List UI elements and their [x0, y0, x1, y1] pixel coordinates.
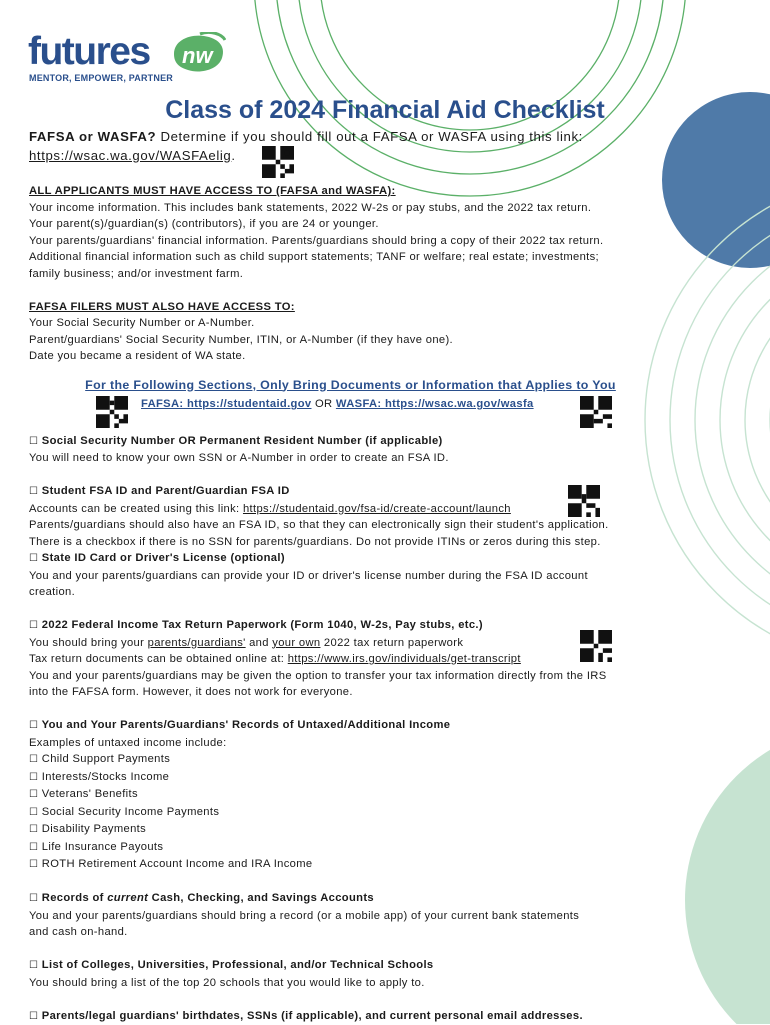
item-text: Parents/guardians should also have an FSA ID, so that they can electronically sign their student's application.: [29, 517, 669, 534]
list-item: ☐ Social Security Income Payments: [29, 804, 669, 822]
checklist-body: [29, 127, 669, 1025]
checkbox-icon[interactable]: ☐: [29, 842, 38, 853]
list-item: ☐ Disability Payments: [29, 821, 669, 839]
checkbox-icon[interactable]: ☐: [29, 772, 38, 783]
checklist-item-tax-return: ☐ 2022 Federal Income Tax Return Paperwork (Form 1040, W-2s, Pay stubs, etc.): [29, 617, 669, 635]
wasfa-link[interactable]: WASFA: https://wsac.wa.gov/wasfa: [336, 398, 534, 410]
futuresnw-logo: [24, 30, 229, 90]
logo-wordmark: futures: [28, 30, 150, 74]
item-text: There is a checkbox if there is no SSN for parents/guardians. Do not provide ITINs or zeros during this step.: [29, 534, 669, 551]
fafsa-filers-line: Date you became a resident of WA state.: [29, 348, 669, 365]
checkbox-icon[interactable]: ☐: [29, 436, 38, 447]
item-text: and cash on-hand.: [29, 924, 669, 941]
item-text: You and your parents/guardians should bring a record (or a mobile app) of your current bank statements: [29, 908, 669, 925]
checkbox-icon[interactable]: ☐: [29, 553, 38, 564]
checkbox-icon[interactable]: ☐: [29, 754, 38, 765]
item-text: Examples of untaxed income include:: [29, 735, 669, 752]
all-applicants-line: Your income information. This includes bank statements, 2022 W-2s or pay stubs, and the 2022 tax return.: [29, 200, 669, 217]
logo-tagline: MENTOR, EMPOWER, PARTNER: [29, 73, 173, 83]
item-text: You and your parents/guardians can provide your ID or driver's license number during the FSA ID account: [29, 568, 669, 585]
item-text: Accounts can be created using this link: https://studentaid.gov/fsa-id/create-account/launch: [29, 501, 669, 518]
checkbox-icon[interactable]: ☐: [29, 789, 38, 800]
list-item: ☐ Interests/Stocks Income: [29, 769, 669, 787]
item-text: You and your parents/guardians may be given the option to transfer your tax information directly from the IRS: [29, 668, 669, 685]
checklist-item-colleges: ☐ List of Colleges, Universities, Professional, and/or Technical Schools: [29, 957, 669, 975]
checkbox-icon[interactable]: ☐: [29, 1011, 38, 1022]
checkbox-icon[interactable]: ☐: [29, 859, 38, 870]
checklist-item-ssn: ☐ Social Security Number OR Permanent Resident Number (if applicable): [29, 433, 669, 451]
decorative-green-circle: [685, 725, 770, 1024]
checklist-item-untaxed-income: ☐ You and Your Parents/Guardians' Records of Untaxed/Additional Income: [29, 717, 669, 735]
item-text: creation.: [29, 584, 669, 601]
item-text: into the FAFSA form. However, it does not work for everyone.: [29, 684, 669, 701]
fafsa-filers-heading: FAFSA FILERS MUST ALSO HAVE ACCESS TO:: [29, 299, 669, 316]
intro-line: FAFSA or WASFA? Determine if you should fill out a FAFSA or WASFA using this link:: [29, 127, 669, 146]
checkbox-icon[interactable]: ☐: [29, 486, 38, 497]
all-applicants-line: family business; and/or investment farm.: [29, 266, 669, 283]
item-text: You should bring a list of the top 20 schools that you would like to apply to.: [29, 975, 669, 992]
all-applicants-heading: ALL APPLICANTS MUST HAVE ACCESS TO (FAFSA and WASFA):: [29, 183, 669, 200]
checklist-item-parent-info: ☐ Parents/legal guardians' birthdates, SSNs (if applicable), and current personal email addresses.: [29, 1008, 669, 1025]
checkbox-icon[interactable]: ☐: [29, 620, 38, 631]
checkbox-icon[interactable]: ☐: [29, 893, 38, 904]
checkbox-icon[interactable]: ☐: [29, 824, 38, 835]
fafsa-filers-line: Parent/guardians' Social Security Number, ITIN, or A-Number (if they have one).: [29, 332, 669, 349]
logo-nw-icon: [170, 32, 226, 76]
irs-transcript-link[interactable]: https://www.irs.gov/individuals/get-transcript: [288, 653, 521, 665]
item-text: You will need to know your own SSN or A-Number in order to create an FSA ID.: [29, 450, 669, 467]
fafsa-filers-line: Your Social Security Number or A-Number.: [29, 315, 669, 332]
list-item: ☐ ROTH Retirement Account Income and IRA Income: [29, 856, 669, 874]
checkbox-icon[interactable]: ☐: [29, 807, 38, 818]
checklist-item-fsa-id: ☐ Student FSA ID and Parent/Guardian FSA ID: [29, 483, 669, 501]
intro-link-line: https://wsac.wa.gov/WASFAelig.: [29, 146, 669, 165]
all-applicants-line: Your parents/guardians' financial information. Parents/guardians should bring a copy of their 2022 tax return.: [29, 233, 669, 250]
item-text: You should bring your parents/guardians' and your own 2022 tax return paperwork: [29, 635, 669, 652]
sections-heading: For the Following Sections, Only Bring Documents or Information that Applies to You: [0, 377, 701, 394]
application-links-row: FAFSA: https://studentaid.gov OR WASFA: https://wsac.wa.gov/wasfa: [141, 396, 669, 413]
all-applicants-line: Your parent(s)/guardian(s) (contributors), if you are 24 or younger.: [29, 216, 669, 233]
checkbox-icon[interactable]: ☐: [29, 960, 38, 971]
svg-text:nw: nw: [182, 43, 214, 68]
fsa-id-create-link[interactable]: https://studentaid.gov/fsa-id/create-account/launch: [243, 503, 511, 515]
list-item: ☐ Life Insurance Payouts: [29, 839, 669, 857]
fafsa-link[interactable]: FAFSA: https://studentaid.gov: [141, 398, 312, 410]
list-item: ☐ Veterans' Benefits: [29, 786, 669, 804]
checklist-item-state-id: ☐ State ID Card or Driver's License (optional): [29, 550, 669, 568]
checklist-item-bank-records: ☐ Records of current Cash, Checking, and Savings Accounts: [29, 890, 669, 908]
page-title: Class of 2024 Financial Aid Checklist: [0, 96, 770, 125]
all-applicants-line: Additional financial information such as child support statements; TANF or welfare; real estate; investments;: [29, 249, 669, 266]
wasfa-eligibility-link[interactable]: https://wsac.wa.gov/WASFAelig: [29, 148, 231, 163]
item-text: Tax return documents can be obtained online at: https://www.irs.gov/individuals/get-transcript: [29, 651, 669, 668]
checkbox-icon[interactable]: ☐: [29, 720, 38, 731]
list-item: ☐ Child Support Payments: [29, 751, 669, 769]
